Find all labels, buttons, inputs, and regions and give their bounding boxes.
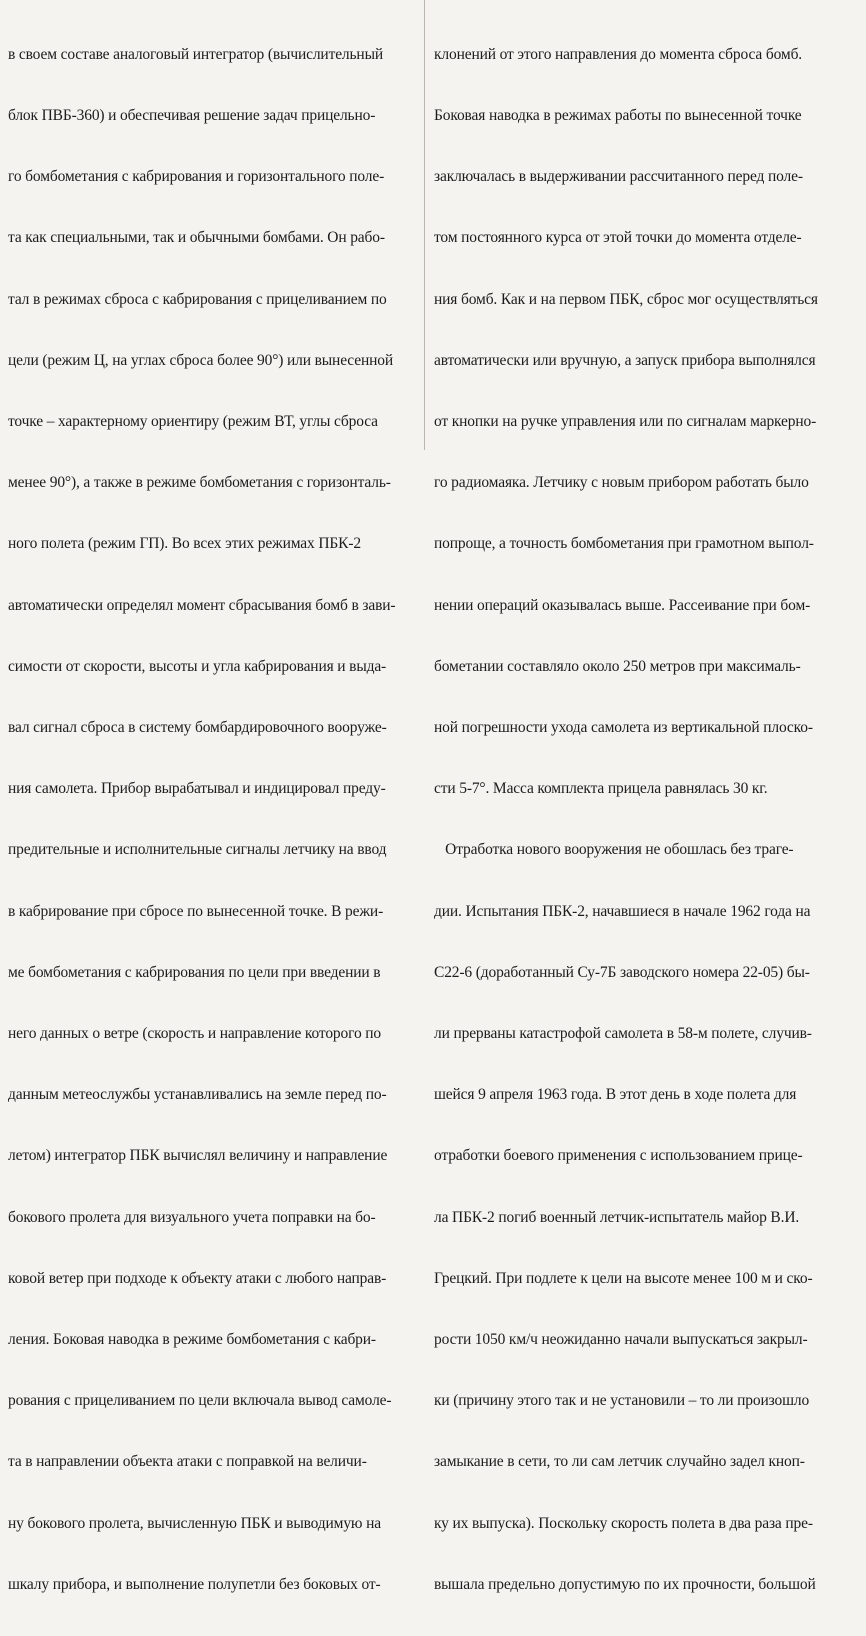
text-line: вал сигнал сброса в систему бомбардировочного вооруже- xyxy=(8,719,387,737)
text-line: ну бокового пролета, вычисленную ПБК и выводимую на xyxy=(8,1514,381,1532)
text-line: ления. Боковая наводка в режиме бомбометания с кабри- xyxy=(8,1331,376,1349)
text-line: дии. Испытания ПБК-2, начавшиеся в начале 1962 года на xyxy=(434,902,811,920)
text-line: ла ПБК-2 погиб военный летчик-испытатель майор В.И. xyxy=(434,1208,800,1226)
text-line: тал в режимах сброса с кабрирования с прицеливанием по xyxy=(8,290,387,308)
text-line: цели (режим Ц, на углах сброса более 90°) или вынесенной xyxy=(8,351,393,369)
text-line: Боковая наводка в режимах работы по вынесенной точке xyxy=(434,107,802,125)
text-line: него данных о ветре (скорость и направление которого по xyxy=(8,1025,382,1043)
text-line: го радиомаяка. Летчику с новым прибором работать было xyxy=(434,474,809,492)
text-line: данным метеослужбы устанавливались на земле перед по- xyxy=(8,1086,387,1104)
text-line: шейся 9 апреля 1963 года. В этот день в ходе полета для xyxy=(434,1086,797,1104)
text-line: Грецкий. При подлете к цели на высоте менее 100 м и ско- xyxy=(434,1269,813,1287)
text-line: ния самолета. Прибор вырабатывал и индицировал преду- xyxy=(8,780,386,798)
text-line: ки (причину этого так и не установили – то ли произошло xyxy=(434,1392,810,1410)
text-line: клонений от этого направления до момента сброса бомб. xyxy=(434,45,803,63)
text-line: рования с прицеливанием по цели включала вывод самоле- xyxy=(8,1392,392,1410)
text-line: в кабрирование при сбросе по вынесенной точке. В режи- xyxy=(8,902,384,920)
text-line: ли прерваны катастрофой самолета в 58-м полете, случив- xyxy=(434,1025,812,1043)
text-line: автоматически или вручную, а запуск прибора выполнялся xyxy=(434,351,816,369)
text-line: попроще, а точность бомбометания при грамотном выпол- xyxy=(434,535,814,553)
text-line: предительные и исполнительные сигналы летчику на ввод xyxy=(8,841,387,859)
text-line: ковой ветер при подходе к объекту атаки с любого направ- xyxy=(8,1269,387,1287)
text-line: симости от скорости, высоты и угла кабрирования и выда- xyxy=(8,657,387,675)
text-line: С22-6 (доработанный Су-7Б заводского номера 22-05) бы- xyxy=(434,963,810,981)
text-line: рости 1050 км/ч неожиданно начали выпускаться закрыл- xyxy=(434,1331,808,1349)
text-line: та как специальными, так и обычными бомбами. Он рабо- xyxy=(8,229,385,247)
text-line: летом) интегратор ПБК вычислял величину и направление xyxy=(8,1147,388,1165)
text-line: го бомбометания с кабрирования и горизонтального поле- xyxy=(8,168,385,186)
text-line: от кнопки на ручке управления или по сигналам маркерно- xyxy=(434,413,817,431)
text-line: шкалу прибора, и выполнение полупетли без боковых от- xyxy=(8,1575,381,1593)
text-line: замыкание в сети, то ли сам летчик случайно задел кноп- xyxy=(434,1453,805,1471)
text-line: менее 90°), а также в режиме бомбометания с горизонталь- xyxy=(8,474,391,492)
text-line: сти 5-7°. Масса комплекта прицела равнялась 30 кг. xyxy=(434,780,768,798)
text-line: та в направлении объекта атаки с поправкой на величи- xyxy=(8,1453,367,1471)
text-line: точке – характерному ориентиру (режим ВТ, углы сброса xyxy=(8,413,378,431)
text-line: заключалась в выдерживании рассчитанного перед поле- xyxy=(434,168,803,186)
text-line: ме бомбометания с кабрирования по цели при введении в xyxy=(8,963,381,981)
text-line: ния бомб. Как и на первом ПБК, сброс мог осуществляться xyxy=(434,290,818,308)
text-line: Отработка нового вооружения не обошлась без траге- xyxy=(434,841,794,859)
text-line: в своем составе аналоговый интегратор (вычислительный xyxy=(8,45,383,63)
text-column-right xyxy=(434,4,862,1636)
column-gutter xyxy=(424,0,425,450)
text-line: ной погрешности ухода самолета из вертикальной плоско- xyxy=(434,719,813,737)
text-line: бокового пролета для визуального учета поправки на бо- xyxy=(8,1208,376,1226)
text-line: бометании составляло около 250 метров при максималь- xyxy=(434,657,801,675)
text-line: отработки боевого применения с использованием прице- xyxy=(434,1147,803,1165)
text-line: блок ПВБ-360) и обеспечивая решение задач прицельно- xyxy=(8,107,376,125)
text-column-left xyxy=(8,4,413,1636)
text-line: том постоянного курса от этой точки до момента отделе- xyxy=(434,229,802,247)
text-line: ного полета (режим ГП). Во всех этих режимах ПБК-2 xyxy=(8,535,361,553)
text-line: автоматически определял момент сбрасывания бомб в зави- xyxy=(8,596,396,614)
text-line: нении операций оказывалась выше. Рассеивание при бом- xyxy=(434,596,811,614)
text-line: вышала предельно допустимую по их прочности, большой xyxy=(434,1575,816,1593)
text-line: ку их выпуска). Поскольку скорость полета в два раза пре- xyxy=(434,1514,813,1532)
